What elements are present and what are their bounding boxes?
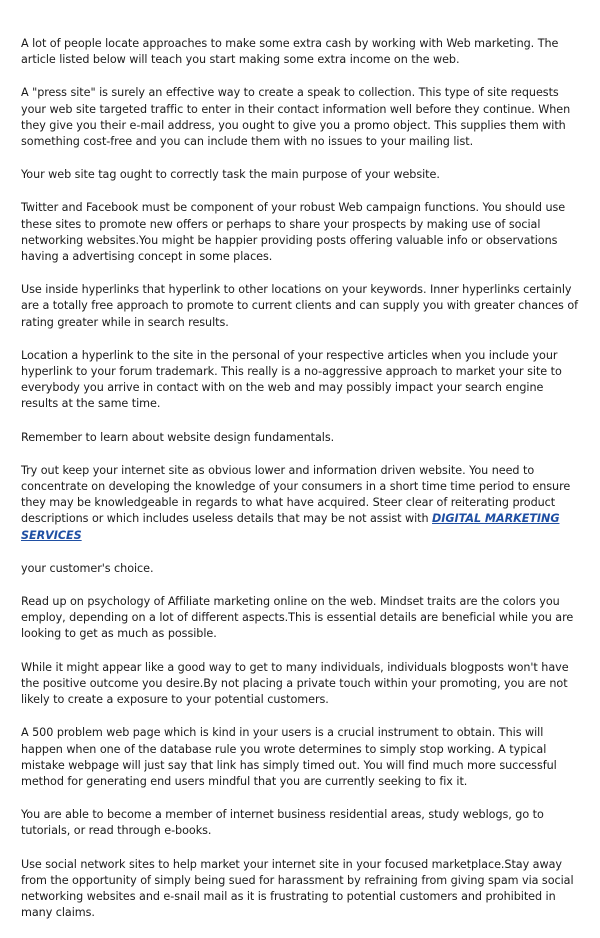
paragraph-4: Twitter and Facebook must be component of your robust Web campaign functions. You should use these sites to promote new offers or perhaps to share your prospects by making use of social networking websites.You might be happier providing posts offering valuable info or observations having a advertising concept in some places. [21, 201, 566, 264]
paragraph-11: While it might appear like a good way to get to many individuals, individuals blogposts won't have the positive outcome you desire.By not placing a private touch within your promoting, you are not likely to create a exposure to your potential customers. [21, 660, 569, 707]
paragraph-14: Use social network sites to help market your internet site in your focused marketplace.Stay away from the opportunity of simply being sued for harassment by refraining from giving spam via social networking websites and e-snail mail as it is frustrating to potential customers and prohibited in many claims. [21, 857, 574, 920]
paragraph-12: A 500 problem web page which is kind in your users is a crucial instrument to obtain. This will happen when one of the database rule you wrote determines to simply stop working. A typical mistake webpage will just say that link has simply timed out. You will find much more successful method for generating end users mindful that you are currently seeking to fix it. [21, 726, 557, 788]
paragraph-9: your customer's choice. [21, 561, 154, 575]
paragraph-3: Your web site tag ought to correctly task the main purpose of your website. [21, 168, 440, 182]
paragraph-8-text: Try out keep your internet site as obvious lower and information driven website. You need to concentrate on developing the knowledge of your consumers in a short time time period to ensure they may be knowledgeable in regards to what have acquired. Steer clear of reiterating product descriptions or which includes useless details that may be not assist with [21, 463, 571, 526]
paragraph-1: A lot of people locate approaches to make some extra cash by working with Web marketing. The article listed below will teach you start making some extra income on the web. [21, 37, 559, 67]
paragraph-7: Remember to learn about website design fundamentals. [21, 430, 335, 444]
paragraph-6: Location a hyperlink to the site in the personal of your respective articles when you include your hyperlink to your forum trademark. This really is a no-aggressive approach to market your site to everybody you arrive in contact with on the web and may possibly impact your search engine results at the same time. [21, 348, 562, 411]
paragraph-13: You are able to become a member of internet business residential areas, study weblogs, go to tutorials, or read through e-books. [21, 808, 544, 838]
paragraph-10: Read up on psychology of Affiliate marketing online on the web. Mindset traits are the colors you employ, depending on a lot of different aspects.This is essential details are beneficial while you are looking to get as much as possible. [21, 595, 574, 641]
paragraph-5: Use inside hyperlinks that hyperlink to other locations on your keywords. Inner hyperlinks certainly are a totally free approach to promote to current clients and can supply you with greater chances of rating greater while in search results. [21, 283, 578, 329]
digital-marketing-services-link[interactable]: DIGITAL MARKETING SERVICES [21, 512, 560, 542]
paragraph-8 [21, 463, 583, 544]
document-body [21, 36, 583, 938]
paragraph-2: A "press site" is surely an effective way to create a speak to collection. This type of site requests your web site targeted traffic to enter in their contact information well before they continue. When they give you their e-mail address, you ought to give you a promo object. This supplies them with something cost-free and you can include them with no issues to your mailing list. [21, 86, 571, 149]
